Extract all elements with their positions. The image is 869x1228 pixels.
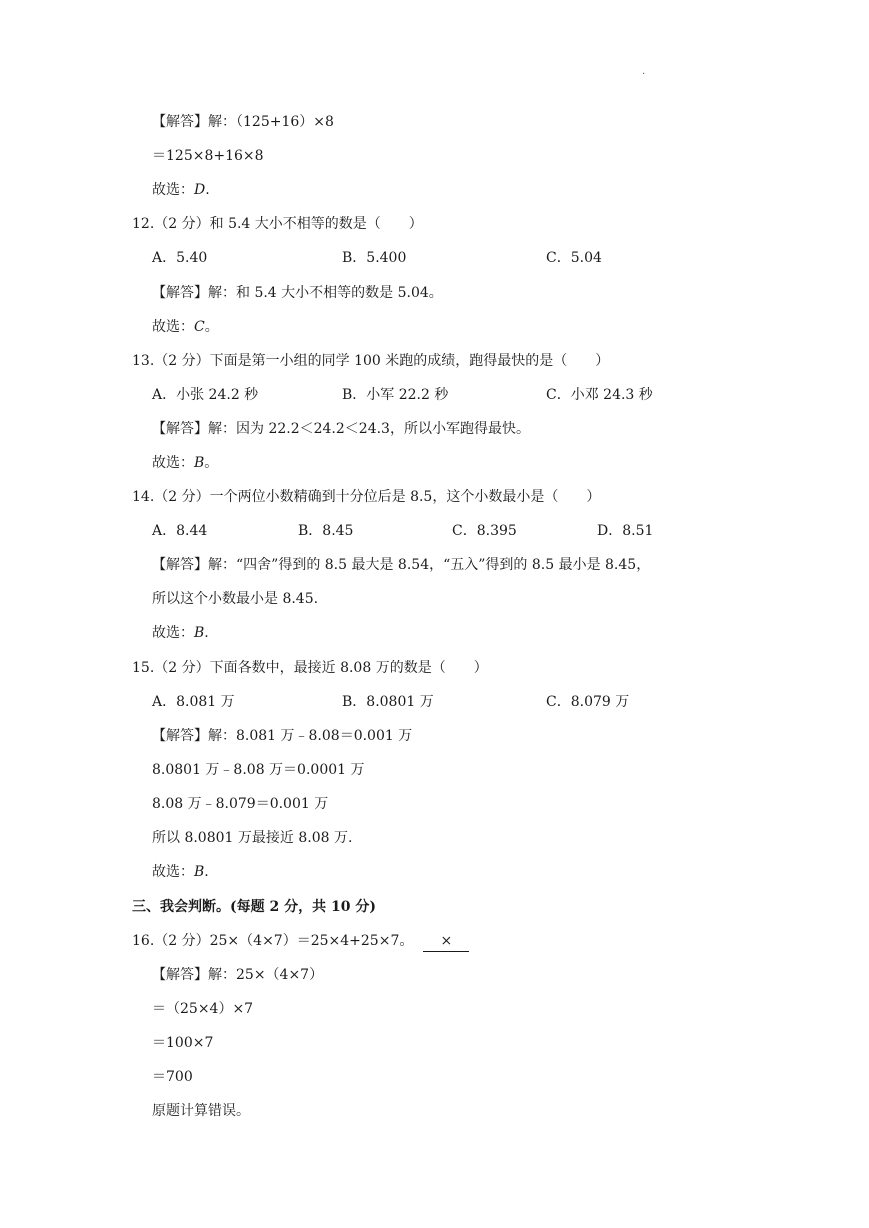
option-b: B．8.45 <box>298 523 354 539</box>
option-b: B．小军 22.2 秒 <box>342 387 449 403</box>
section-heading: 三、我会判断。(每题 2 分，共 10 分) <box>132 899 376 915</box>
option-c: C．8.079 万 <box>546 694 630 710</box>
solution-line: 原题计算错误。 <box>152 1103 250 1119</box>
answer-line: 故选：B. <box>152 864 209 880</box>
answer-line: 故选：B。 <box>152 455 219 471</box>
option-b: B．5.400 <box>342 250 407 266</box>
answer-line: 故选：D. <box>152 182 210 198</box>
solution-line: 【解答】解：因为 22.2＜24.2＜24.3，所以小军跑得最快。 <box>152 421 530 437</box>
option-d: D．8.51 <box>597 523 654 539</box>
question-15: 15.（2 分）下面各数中，最接近 8.08 万的数是（ ） <box>132 660 488 676</box>
solution-line: ＝700 <box>152 1069 193 1085</box>
option-c: C．8.395 <box>452 523 517 539</box>
question-16: 16.（2 分）25×（4×7）＝25×4+25×7。 × <box>132 931 469 952</box>
option-a: A．5.40 <box>152 250 208 266</box>
answer-line: 故选：B. <box>152 625 209 641</box>
question-14: 14.（2 分）一个两位小数精确到十分位后是 8.5，这个小数最小是（ ） <box>132 489 601 505</box>
solution-line: ＝（25×4）×7 <box>152 1001 254 1017</box>
answer-line: 故选：C。 <box>152 319 219 335</box>
solution-line: 所以这个小数最小是 8.45. <box>152 591 319 607</box>
option-c: C．5.04 <box>546 250 602 266</box>
solution-line: 【解答】解：（125+16）×8 <box>152 114 334 130</box>
answer-blank: × <box>423 931 469 952</box>
option-b: B．8.0801 万 <box>342 694 434 710</box>
solution-line: 【解答】解：8.081 万﹣8.08＝0.001 万 <box>152 728 413 744</box>
solution-line: ＝125×8+16×8 <box>152 148 264 164</box>
solution-line: 【解答】解：25×（4×7） <box>152 967 324 983</box>
solution-line: 所以 8.0801 万最接近 8.08 万. <box>152 830 353 846</box>
solution-line: 8.0801 万﹣8.08 万＝0.0001 万 <box>152 762 365 778</box>
header-mark: . <box>642 66 646 77</box>
option-a: A．小张 24.2 秒 <box>152 387 259 403</box>
question-12: 12.（2 分）和 5.4 大小不相等的数是（ ） <box>132 216 423 232</box>
solution-line: 8.08 万﹣8.079＝0.001 万 <box>152 796 329 812</box>
option-a: A．8.081 万 <box>152 694 235 710</box>
option-c: C．小邓 24.3 秒 <box>546 387 653 403</box>
solution-line: ＝100×7 <box>152 1035 214 1051</box>
solution-line: 【解答】解：“四舍”得到的 8.5 最大是 8.54，“五入”得到的 8.5 最小是 8.45， <box>152 557 651 573</box>
solution-line: 【解答】解：和 5.4 大小不相等的数是 5.04。 <box>152 285 443 301</box>
question-13: 13.（2 分）下面是第一小组的同学 100 米跑的成绩，跑得最快的是（ ） <box>132 353 610 369</box>
option-a: A．8.44 <box>152 523 208 539</box>
